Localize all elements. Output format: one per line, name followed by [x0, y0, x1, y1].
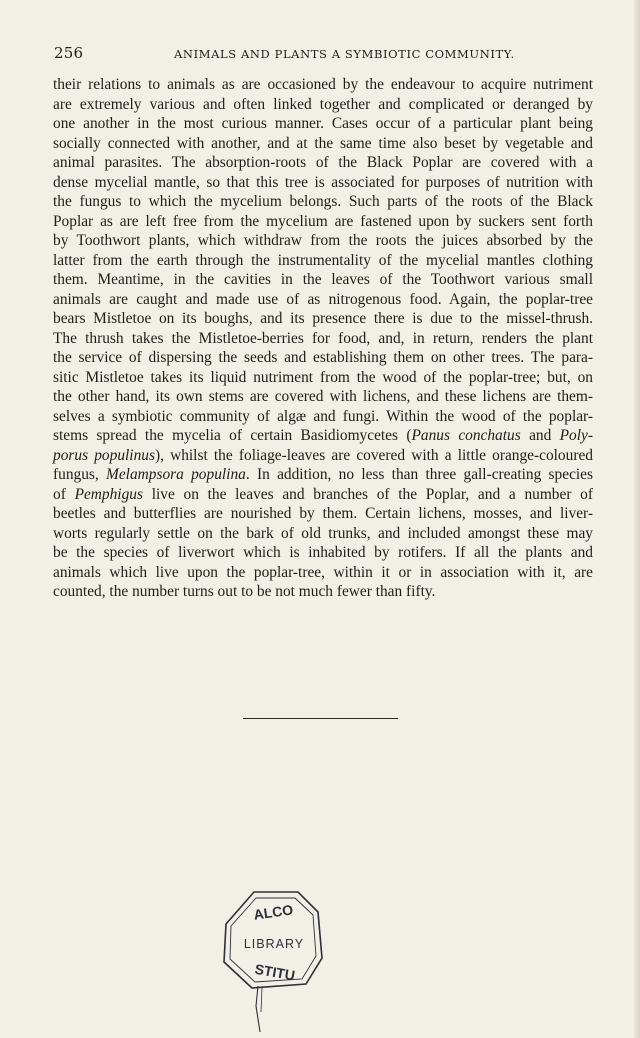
text-line: The thrush takes the Mistletoe-berries for food, and, in return, renders the plant — [53, 329, 593, 347]
text-line: Poplar as are left free from the mycelium are fastened upon by suckers sent forth — [53, 212, 593, 230]
page-number: 256 — [54, 44, 84, 62]
text-line: sitic Mistletoe takes its liquid nutriment from the wood of the poplar-tree; but, on — [53, 368, 593, 386]
italic-species-name: Pemphigus — [74, 485, 143, 503]
svg-text:STITU: STITU — [253, 960, 297, 984]
text-line: beetles and butterflies are nourished by them. Certain lichens, mosses, and liver- — [53, 505, 593, 522]
text-line: their relations to animals as are occasioned by the endeavour to acquire nutriment — [53, 76, 593, 93]
text-line: bears Mistletoe on its boughs, and its presence there is due to the missel-thrush. — [53, 310, 593, 327]
text-line: one another in the most curious manner. Cases occur of a particular plant being — [53, 115, 593, 132]
text-line: the service of dispersing the seeds and establishing them on other trees. The para- — [53, 349, 593, 366]
text-line: the other hand, its own stems are covered with lichens, and these lichens are them- — [53, 388, 593, 405]
text-line: dense mycelial mantle, so that this tree is associated for purposes of nutrition with — [53, 173, 593, 191]
text-line: of Pemphigus live on the leaves and branches of the Poplar, and a number of — [53, 485, 594, 503]
text-line: worts regularly settle on the bark of old trunks, and included amongst these may — [53, 524, 593, 542]
italic-species-name: Melampsora populina — [106, 466, 246, 483]
text-line: the fungus to which the mycelium belongs. Such parts of the roots of the Black — [53, 193, 593, 210]
page-edge — [634, 0, 640, 1038]
text-line: latter from the earth through the instrumentality of the mycelial mantles clothing — [53, 251, 593, 269]
section-rule — [243, 718, 398, 719]
running-head — [54, 44, 594, 64]
svg-text:ALCO: ALCO — [252, 901, 295, 923]
text-line: selves a symbiotic community of algæ and fungi. Within the wood of the poplar- — [53, 407, 593, 425]
italic-species-name: porus populinus — [53, 446, 155, 464]
running-title: ANIMALS AND PLANTS A SYMBIOTIC COMMUNITY. — [174, 47, 515, 61]
text-line: animals which live upon the poplar-tree, within it or in association with it, are — [53, 563, 593, 581]
text-line: be the species of liverwort which is inhabited by rotifers. If all the plants and — [53, 544, 593, 561]
text-line: socially connected with another, and at the same time also beset by vegetable and — [53, 134, 593, 152]
text-line: stems spread the mycelia of certain Basidiomycetes (Panus conchatus and Poly- — [53, 427, 593, 444]
text-line: porus populinus), whilst the foliage-leaves are covered with a little orange-coloured — [53, 446, 593, 464]
text-line: animals are caught and made use of as nitrogenous food. Again, the poplar-tree — [53, 290, 593, 308]
body-paragraph — [53, 75, 593, 602]
text-line: by Toothwort plants, which withdraw from the roots the juices absorbed by the — [53, 232, 593, 249]
text-line: them. Meantime, in the cavities in the leaves of the Toothwort various small — [53, 271, 593, 288]
text-line: are extremely various and often linked together and complicated or deranged by — [53, 95, 593, 113]
italic-species-name: Poly- — [559, 427, 593, 444]
library-stamp — [218, 884, 326, 1034]
italic-species-name: Panus conchatus — [411, 427, 521, 444]
text-line: animal parasites. The absorption-roots of the Black Poplar are covered with a — [53, 154, 593, 171]
svg-text:LIBRARY: LIBRARY — [243, 937, 305, 951]
text-line: fungus, Melampsora populina. In addition, no less than three gall-creating species — [53, 466, 593, 483]
text-line: counted, the number turns out to be not much fewer than fifty. — [53, 583, 436, 600]
